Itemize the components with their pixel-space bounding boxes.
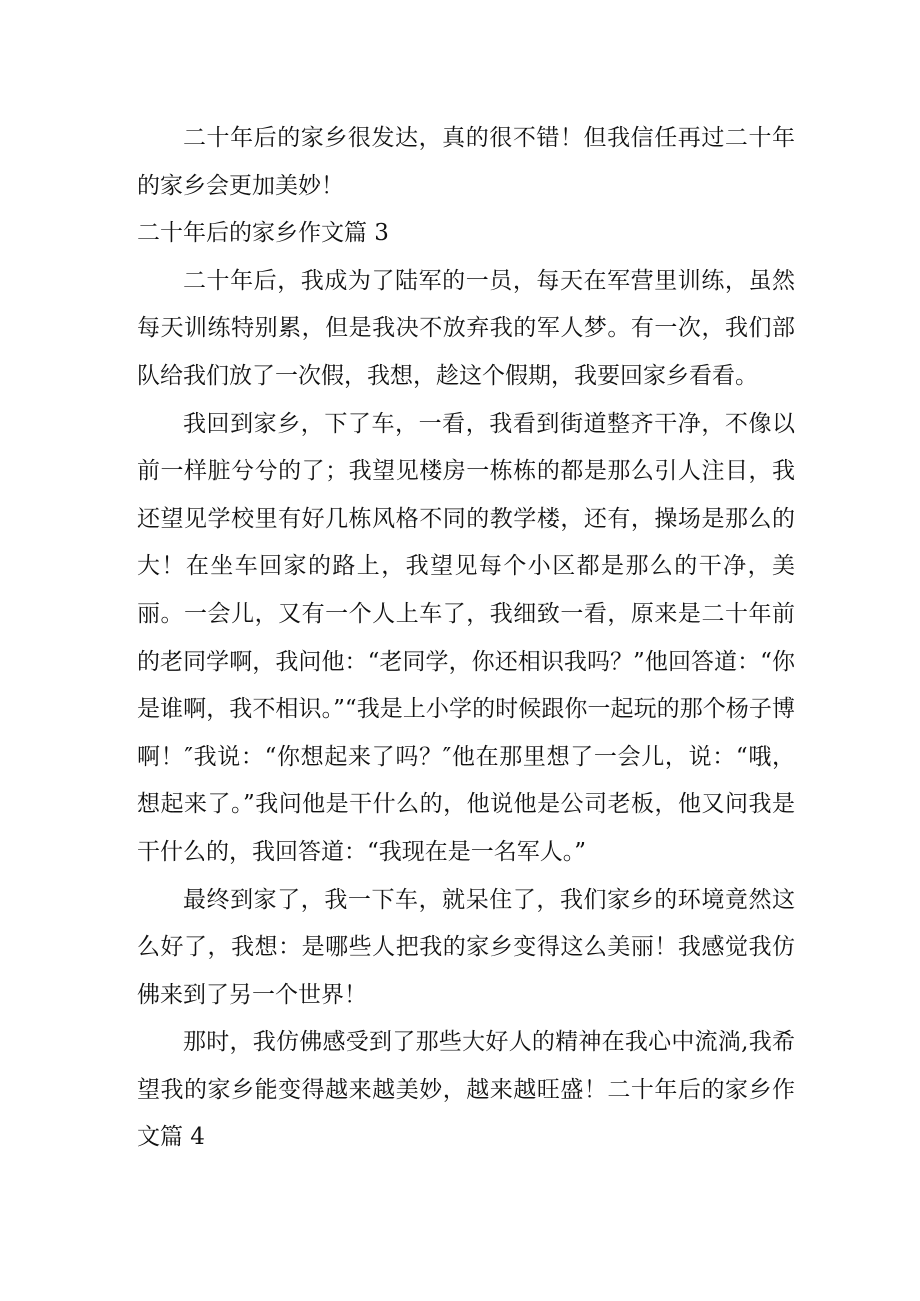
paragraph-closing-essay-2: 二十年后的家乡很发达，真的很不错！但我信任再过二十年的家乡会更加美妙！ (137, 125, 795, 199)
paragraph-army-intro: 二十年后，我成为了陆军的一员，每天在军营里训练，虽然每天训练特别累，但是我决不放弃我的军人梦。有一次，我们部队给我们放了一次假，我想，趁这个假期，我要回家乡看看。 (137, 267, 795, 389)
document-body (137, 115, 795, 1162)
essay-3-heading: 二十年后的家乡作文篇 3 (137, 220, 389, 247)
paragraph-returning-home: 我回到家乡，下了车，一看，我看到街道整齐干净，不像以前一样脏兮兮的了；我望见楼房一栋栋的都是那么引人注目，我还望见学校里有好几栋风格不同的教学楼，还有，操场是那么的大！在坐车回家的路上，我望见每个小区都是那么的干净，美丽。一会儿，又有一个人上车了，我细致一看，原来是二十年前的老同学啊，我问他：“老同学，你还相识我吗？”他回答道：“你是谁啊，我不相识。”“我是上小学的时候跟你一起玩的那个杨子博啊！″我说：“你想起来了吗？″他在那里想了一会儿，说：“哦，想起来了。”我问他是干什么的，他说他是公司老板，他又问我是干什么的，我回答道：“我现在是一名军人。” (137, 410, 795, 865)
paragraph-conclusion: 那时，我仿佛感受到了那些大好人的精神在我心中流淌,我希望我的家乡能变得越来越美妙，越来越旺盛！二十年后的家乡作文篇 4 (137, 1029, 795, 1151)
paragraph-arrival: 最终到家了，我一下车，就呆住了，我们家乡的环境竟然这么好了，我想：是哪些人把我的家乡变得这么美丽！我感觉我仿佛来到了另一个世界！ (137, 886, 795, 1008)
